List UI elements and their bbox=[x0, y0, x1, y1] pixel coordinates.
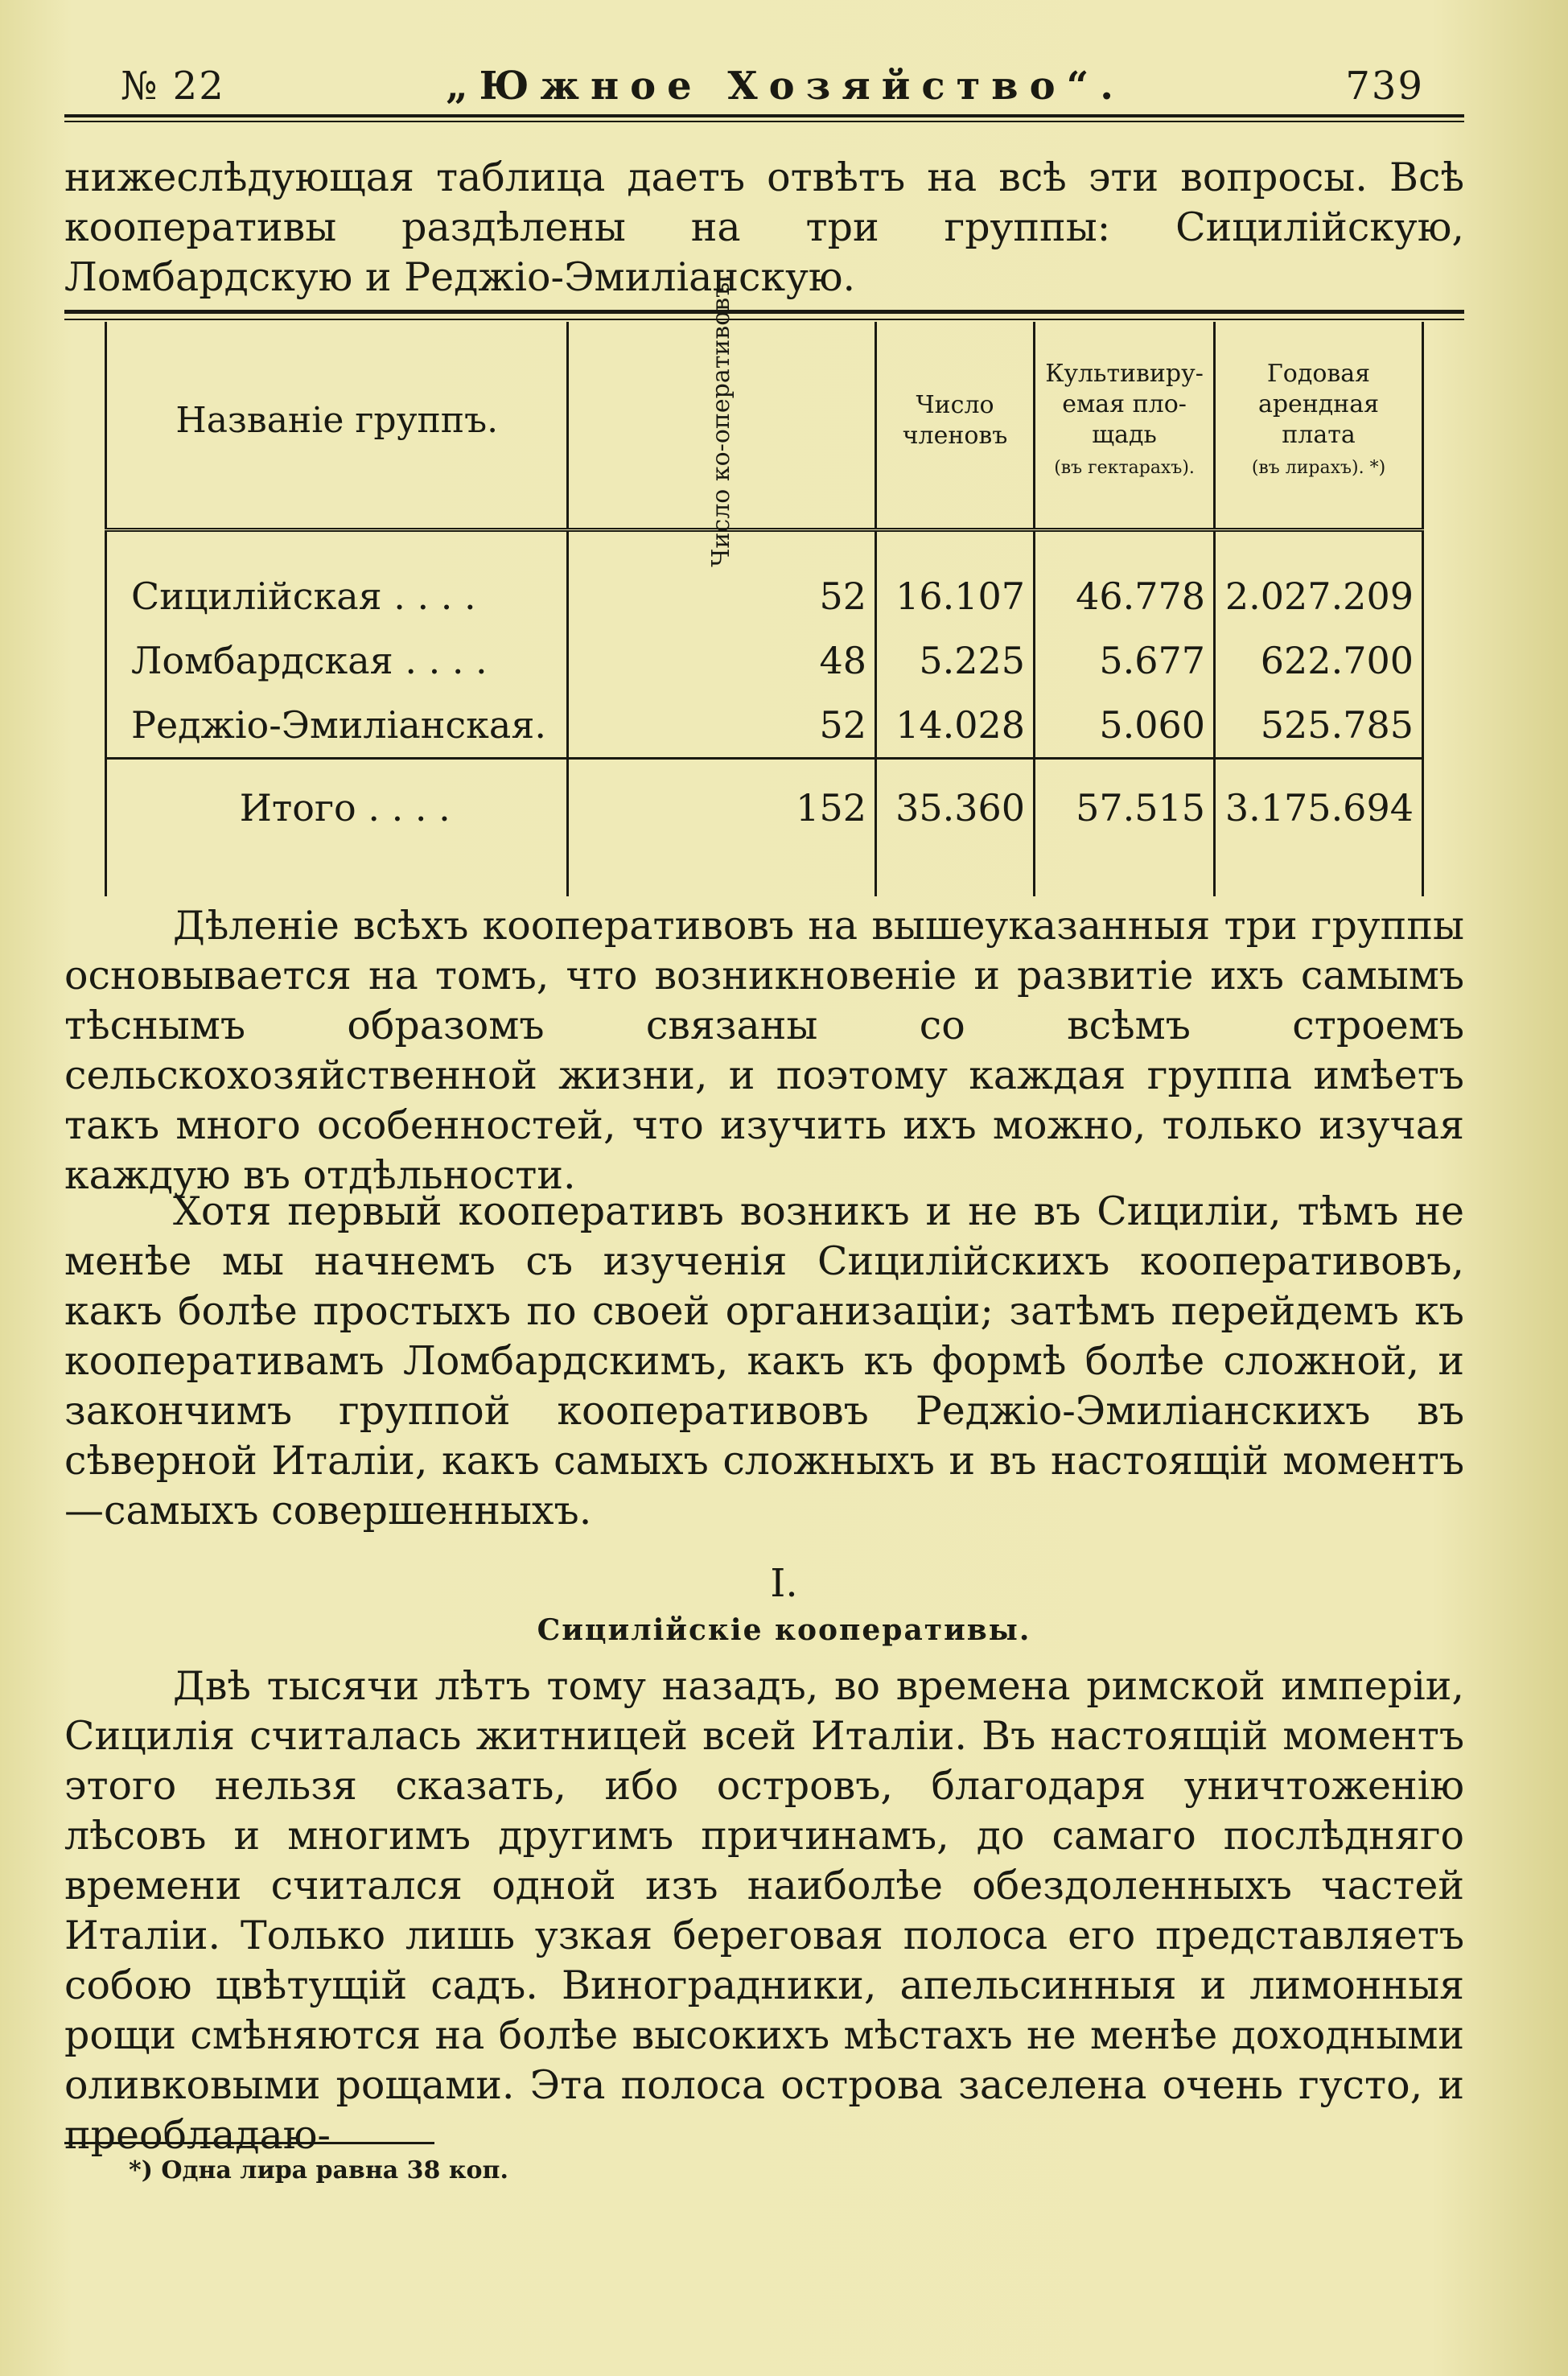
row-members: 5.225 bbox=[875, 628, 1034, 693]
table-top-rule-thin bbox=[64, 319, 1464, 320]
row-rent: 2.027.209 bbox=[1215, 530, 1423, 629]
row-coops: 52 bbox=[568, 530, 876, 629]
paragraph-2-text: Хотя первый кооперативъ возникъ и не въ Сициліи, тѣмъ не менѣе мы начнемъ съ изученія Сицилійскихъ кооперативовъ, какъ болѣе простыхъ по своей организаціи; затѣмъ перейдемъ къ кооперативамъ Ломбардскимъ, какъ къ формѣ болѣе сложной, и закончимъ группой кооперативовъ Реджіо-Эмиліанскихъ въ сѣверной Италіи, какъ самыхъ сложныхъ и въ настоящій моментъ—самыхъ совершенныхъ. bbox=[64, 1188, 1464, 1534]
table-top-rule bbox=[64, 310, 1464, 314]
header-area-unit: (въ гектарахъ). bbox=[1054, 457, 1195, 478]
header-members: Число членовъ bbox=[875, 322, 1034, 530]
page-header bbox=[121, 58, 1424, 114]
table-header-row bbox=[106, 322, 1423, 530]
tail-cell bbox=[1035, 856, 1215, 896]
row-coops: 48 bbox=[568, 628, 876, 693]
header-area-label: Культивиру-емая пло-щадь bbox=[1045, 359, 1204, 449]
row-name: Ломбардская . . . . bbox=[106, 628, 568, 693]
header-group-name: Названіе группъ. bbox=[106, 322, 568, 530]
total-name: Итого . . . . bbox=[106, 759, 568, 857]
header-rent-unit: (въ лирахъ). *) bbox=[1251, 457, 1386, 478]
footnote-rule bbox=[64, 2142, 434, 2144]
tail-cell bbox=[106, 856, 568, 896]
table-row bbox=[106, 628, 1423, 693]
total-coops: 152 bbox=[568, 759, 876, 857]
intro-paragraph bbox=[64, 153, 1464, 303]
tail-cell bbox=[568, 856, 876, 896]
row-area: 5.677 bbox=[1035, 628, 1215, 693]
body-paragraph-3 bbox=[64, 1662, 1464, 2160]
row-area: 5.060 bbox=[1035, 693, 1215, 759]
row-rent: 525.785 bbox=[1215, 693, 1423, 759]
header-coop-count: Число ко-оперативовъ. bbox=[568, 322, 876, 530]
header-rule-thin bbox=[64, 121, 1464, 122]
tail-cell bbox=[875, 856, 1034, 896]
header-rent-label: Годовая арендная плата bbox=[1257, 359, 1380, 449]
intro-text: нижеслѣдующая таблица даетъ отвѣтъ на всѣ эти вопросы. Всѣ кооперативы раздѣлены на три группы: Сицилійскую, Ломбардскую и Реджіо-Эмиліанскую. bbox=[64, 154, 1464, 300]
total-rent: 3.175.694 bbox=[1215, 759, 1423, 857]
row-members: 16.107 bbox=[875, 530, 1034, 629]
total-members: 35.360 bbox=[875, 759, 1034, 857]
footnote: *) Одна лира равна 38 коп. bbox=[129, 2156, 508, 2185]
row-name: Сицилійская . . . . bbox=[106, 530, 568, 629]
cooperatives-table bbox=[105, 274, 1424, 896]
paragraph-3-text: Двѣ тысячи лѣтъ тому назадъ, во времена римской имперіи, Сицилія считалась житницей всей Италіи. Въ настоящій моментъ этого нельзя сказать, ибо островъ, благодаря уничтоженію лѣсовъ и многимъ другимъ причинамъ, до самаго послѣдняго времени считался одной изъ наиболѣе обездоленныхъ частей Италіи. Только лишь узкая береговая полоса его представляетъ собою цвѣтущій садъ. Виноградники, апельсинныя и лимонныя рощи смѣняются на болѣе высокихъ мѣстахъ не менѣе доходными оливковыми рощами. Эта полоса острова заселена очень густо, и преобладаю- bbox=[64, 1663, 1464, 2158]
row-members: 14.028 bbox=[875, 693, 1034, 759]
row-coops: 52 bbox=[568, 693, 876, 759]
total-area: 57.515 bbox=[1035, 759, 1215, 857]
row-rent: 622.700 bbox=[1215, 628, 1423, 693]
paragraph-1-text: Дѣленіе всѣхъ кооперативовъ на вышеуказанныя три группы основывается на томъ, что возникновеніе и развитіе ихъ самымъ тѣснымъ образомъ связаны со всѣмъ строемъ сельскохозяйственной жизни, и поэтому каждая группа имѣетъ такъ много особенностей, что изучить ихъ можно, только изучая каждую въ отдѣльности. bbox=[64, 903, 1464, 1198]
issue-number: № 22 bbox=[121, 64, 225, 109]
table-total-row bbox=[106, 759, 1423, 857]
table-row bbox=[106, 530, 1423, 629]
header-rule bbox=[64, 114, 1464, 117]
journal-title: „Южное Хозяйство“. bbox=[446, 64, 1125, 109]
body-paragraph-2 bbox=[64, 1187, 1464, 1536]
table-tail-row bbox=[106, 856, 1423, 896]
table-row bbox=[106, 693, 1423, 759]
body-paragraph-1 bbox=[64, 901, 1464, 1200]
tail-cell bbox=[1215, 856, 1423, 896]
row-area: 46.778 bbox=[1035, 530, 1215, 629]
section-title: Сицилійскіе кооперативы. bbox=[537, 1613, 1031, 1647]
page-number: 739 bbox=[1345, 64, 1424, 109]
header-rent bbox=[1215, 322, 1423, 530]
row-name: Реджіо-Эмиліанская. bbox=[106, 693, 568, 759]
section-number: I. bbox=[770, 1561, 798, 1606]
header-area bbox=[1035, 322, 1215, 530]
